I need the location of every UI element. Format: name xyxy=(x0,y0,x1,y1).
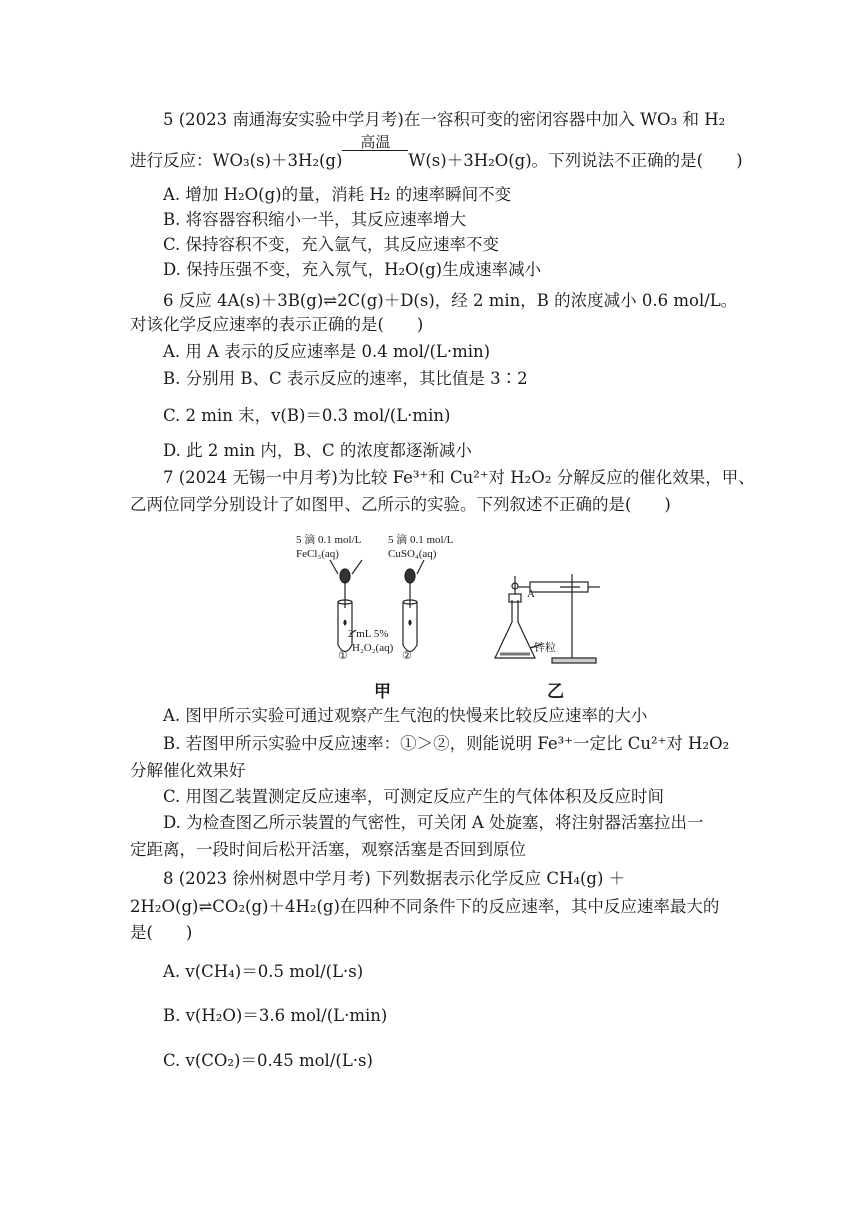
q8-option-b: B. v(H₂O)＝3.6 mol/(L·min) xyxy=(163,1006,388,1025)
dropper-bulb-icon xyxy=(340,569,350,583)
q5-stem-line2 xyxy=(130,133,743,172)
q7-option-d-line1: D. 为检查图乙所示装置的气密性，可关闭 A 处旋塞，将注射器活塞拉出一 xyxy=(163,813,704,832)
q5-stem-line1: 5 (2023 南通海安实验中学月考)在一容积可变的密闭容器中加入 WO₃ 和 H₂ xyxy=(163,110,726,129)
fecl3-drop-label-2: FeCl₃(aq) xyxy=(296,548,339,560)
condition-label: 高温 xyxy=(342,134,408,151)
figure-caption-yi: 乙 xyxy=(547,682,564,702)
q5-option-c: C. 保持容积不变，充入氩气，其反应速率不变 xyxy=(163,235,500,254)
q8-option-c: C. v(CO₂)＝0.45 mol/(L·s) xyxy=(163,1051,373,1070)
q5-option-d: D. 保持压强不变，充入氖气，H₂O(g)生成速率减小 xyxy=(163,260,542,279)
q6-stem-line2: 对该化学反应速率的表示正确的是( ) xyxy=(130,315,424,334)
zinc-label: 锌粒 xyxy=(534,642,556,654)
q6-option-a: A. 用 A 表示的反应速率是 0.4 mol/(L·min) xyxy=(163,342,491,361)
conical-flask-icon xyxy=(495,600,535,658)
apparatus-drawing xyxy=(290,530,610,700)
q7-stem-line2: 乙两位同学分别设计了如图甲、乙所示的实验。下列叙述不正确的是( ) xyxy=(130,495,671,514)
q5-option-b: B. 将容器容积缩小一半，其反应速率增大 xyxy=(163,210,467,229)
tube-2-label: ② xyxy=(402,650,412,662)
q5-equation-left: 进行反应：WO₃(s)＋3H₂(g) xyxy=(130,151,343,170)
q7-stem-line1: 7 (2024 无锡一中月考)为比较 Fe³⁺和 Cu²⁺对 H₂O₂ 分解反应的催化效果，甲、 xyxy=(163,468,755,487)
q7-option-b-line1: B. 若图甲所示实验中反应速率：①＞②，则能说明 Fe³⁺一定比 Cu²⁺对 H₂O₂ xyxy=(163,734,730,753)
q6-option-d: D. 此 2 min 内，B、C 的浓度都逐渐减小 xyxy=(163,441,472,460)
tube-1-label: ① xyxy=(338,650,348,662)
q8-stem-line2: 2H₂O(g)⇌CO₂(g)＋4H₂(g)在四种不同条件下的反应速率，其中反应速率最大的 xyxy=(130,897,720,916)
cuso4-drop-label-2: CuSO₄(aq) xyxy=(388,548,437,560)
test-tube-2-icon xyxy=(403,602,417,652)
q8-stem-line1: 8 (2023 徐州树恩中学月考) 下列数据表示化学反应 CH₄(g) ＋ xyxy=(163,869,626,888)
q6-option-b: B. 分别用 B、C 表示反应的速率，其比值是 3∶2 xyxy=(163,369,528,388)
q7-option-b-line2: 分解催化效果好 xyxy=(130,761,246,780)
cuso4-drop-label-1: 5 滴 0.1 mol/L xyxy=(388,534,454,546)
q7-option-c: C. 用图乙装置测定反应速率，可测定反应产生的气体体积及反应时间 xyxy=(163,787,665,806)
q5-option-a: A. 增加 H₂O(g)的量，消耗 H₂ 的速率瞬间不变 xyxy=(163,185,512,204)
figure-caption-jia: 甲 xyxy=(374,682,391,702)
q5-equation-right: W(s)＋3H₂O(g)。下列说法不正确的是( ) xyxy=(408,151,743,170)
q7-option-d-line2: 定距离，一段时间后松开活塞，观察活塞是否回到原位 xyxy=(130,840,526,859)
stopcock-a-label: A xyxy=(527,588,535,600)
h2o2-label-2: H₂O₂(aq) xyxy=(352,642,394,654)
q7-option-a: A. 图甲所示实验可通过观察产生气泡的快慢来比较反应速率的大小 xyxy=(163,706,648,725)
q8-option-a: A. v(CH₄)＝0.5 mol/(L·s) xyxy=(163,962,364,981)
h2o2-label-1: 2 mL 5% xyxy=(348,628,389,640)
fecl3-drop-label-1: 5 滴 0.1 mol/L xyxy=(296,534,362,546)
q8-stem-line3: 是( ) xyxy=(130,923,193,942)
experiment-figure xyxy=(290,530,610,700)
reaction-condition xyxy=(342,133,408,172)
dropper-bulb-icon xyxy=(405,569,415,583)
q6-option-c: C. 2 min 末，v(B)＝0.3 mol/(L·min) xyxy=(163,406,451,425)
q6-stem-line1: 6 反应 4A(s)＋3B(g)⇌2C(g)＋D(s)，经 2 min，B 的浓度减小 0.6 mol/L。 xyxy=(163,291,738,310)
test-tube-1-icon xyxy=(338,602,352,652)
